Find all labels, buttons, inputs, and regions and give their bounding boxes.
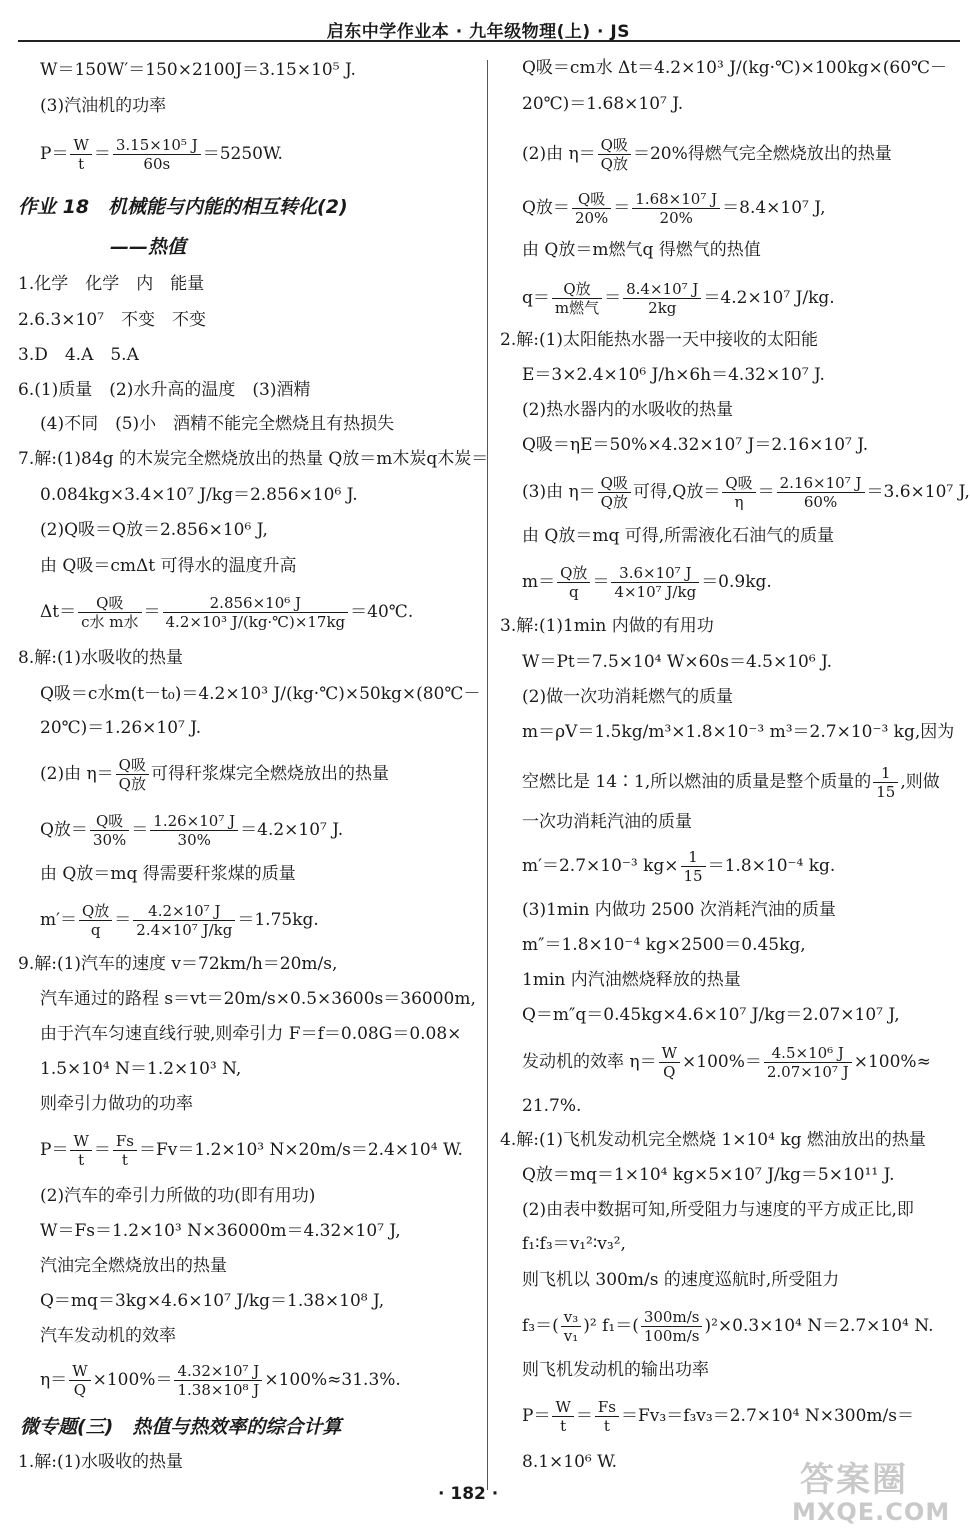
text-line: (2)由表中数据可知,所受阻力与速度的平方成正比,即 — [522, 1200, 914, 1220]
text-line: 一次功消耗汽油的质量 — [522, 812, 692, 832]
fraction: $\frac{\text{1.26×10⁷ J}}{30\%}$ — [150, 812, 238, 849]
answer-line: 2.6.3×10⁷ 不变 不变 — [18, 310, 206, 330]
section-subtitle: ——热值 — [110, 236, 187, 258]
text-line: 汽车通过的路程 s＝vt＝20m/s×0.5×3600s＝36000m, — [40, 989, 476, 1009]
fraction: $\frac{\text{Q吸}}{\text{Q放}}$ — [116, 756, 149, 793]
answer-line: 2.解:(1)太阳能热水器一天中接收的太阳能 — [500, 330, 819, 350]
answer-line: (4)不同 (5)小 酒精不能完全燃烧且有热损失 — [40, 414, 395, 434]
formula-line: 空燃比是 14∶1,所以燃油的质量是整个质量的 $\frac{1}{15}$ ,则做 — [522, 764, 940, 801]
fraction: $\frac{\text{Q放}}{q}$ — [557, 564, 590, 601]
text-line: (2)汽车的牵引力所做的功(即有用功) — [40, 1186, 316, 1206]
page-number: · 182 · — [438, 1484, 499, 1504]
text-line: 由 Q放＝mq 可得,所需液化石油气的质量 — [522, 526, 835, 546]
text-line: Q吸＝c水m(t－t₀)＝4.2×10³ J/(kg·℃)×50kg×(80℃－ — [40, 684, 481, 704]
text-line: Q放＝mq＝1×10⁴ kg×5×10⁷ J/kg＝5×10¹¹ J. — [522, 1165, 895, 1185]
answer-line: 7.解:(1)84g 的木炭完全燃烧放出的热量 Q放＝m木炭q木炭＝ — [18, 449, 489, 469]
text-line: Q吸＝cm水 Δt＝4.2×10³ J/(kg·℃)×100kg×(60℃－ — [522, 58, 948, 78]
formula-line: q＝ $\frac{\text{Q放}}{\text{m燃气}}$ ＝ $\frac{\text{8.4×10⁷ J}}{2kg}$ ＝4.2×10⁷ J/kg. — [522, 280, 835, 317]
watermark-logo — [792, 1452, 952, 1528]
text-line: 21.7%. — [522, 1096, 582, 1116]
fraction: $\frac{\text{2.16×10⁷ J}}{60\%}$ — [777, 474, 865, 511]
watermark-url: MXQE.COM — [792, 1498, 951, 1526]
formula-line: m＝ $\frac{\text{Q放}}{q}$ ＝ $\frac{\text{3.6×10⁷ J}}{\text{4×10⁷ J/kg}}$ ＝0.9kg. — [522, 564, 772, 601]
formula-line: P＝ $\frac{W}{t}$ ＝ $\frac{\text{3.15×10⁵ J}}{60s}$ ＝5250W. — [40, 136, 283, 173]
fraction: $\frac{\text{3.6×10⁷ J}}{\text{4×10⁷ J/kg}}$ — [611, 564, 699, 601]
formula-text: P＝ — [40, 144, 69, 164]
fraction: $\frac{\text{Q吸}}{20\%}$ — [572, 190, 611, 227]
text-line: 20℃)＝1.26×10⁷ J. — [40, 718, 202, 738]
text-line: 由 Q放＝m燃气q 得燃气的热值 — [522, 240, 761, 260]
fraction: $\frac{1}{15}$ — [873, 764, 898, 801]
fraction: $\frac{Fs}{t}$ — [595, 1398, 619, 1435]
text-line: W＝150W′＝150×2100J＝3.15×10⁵ J. — [40, 60, 356, 80]
text-line: 0.084kg×3.4×10⁷ J/kg＝2.856×10⁶ J. — [40, 485, 358, 505]
text-line: 汽油完全燃烧放出的热量 — [40, 1256, 227, 1276]
fraction: $\frac{Fs}{t}$ — [113, 1132, 137, 1169]
formula-line: (3)由 η＝ $\frac{\text{Q吸}}{\text{Q放}}$ 可得,Q放＝ $\frac{\text{Q吸}}{\eta}$ ＝ $\frac{\text{2.16×10⁷ J}}{60\%}$ ＝3.6×10⁷ J, — [522, 474, 970, 511]
text-line: f₁∶f₃＝v₁²∶v₃², — [522, 1234, 626, 1254]
text-line: 8.1×10⁶ W. — [522, 1452, 618, 1472]
fraction: $\frac{\text{v₃}}{\text{v₁}}$ — [561, 1308, 582, 1345]
text-line: W＝Pt＝7.5×10⁴ W×60s＝4.5×10⁶ J. — [522, 652, 832, 672]
answer-line: 3.D 4.A 5.A — [18, 345, 139, 365]
text-line: E＝3×2.4×10⁶ J/h×6h＝4.32×10⁷ J. — [522, 365, 825, 385]
fraction: $\frac{\text{Q放}}{q}$ — [79, 902, 112, 939]
text-line: (3)1min 内做功 2500 次消耗汽油的质量 — [522, 900, 836, 920]
fraction: $\frac{W}{t}$ — [552, 1398, 573, 1435]
text-line: Q＝mq＝3kg×4.6×10⁷ J/kg＝1.38×10⁸ J, — [40, 1291, 385, 1311]
text-line: 由 Q吸＝cmΔt 可得水的温度升高 — [40, 556, 297, 576]
formula-line: (2)由 η＝ $\frac{\text{Q吸}}{\text{Q放}}$ ＝20%得燃气完全燃烧放出的热量 — [522, 136, 892, 173]
formula-line: Q放＝ $\frac{\text{Q吸}}{30\%}$ ＝ $\frac{\text{1.26×10⁷ J}}{30\%}$ ＝4.2×10⁷ J. — [40, 812, 344, 849]
text-line: (2)Q吸＝Q放＝2.856×10⁶ J, — [40, 520, 268, 540]
fraction: $\frac{\text{Q放}}{\text{m燃气}}$ — [552, 280, 602, 317]
watermark-text: 答案圈 — [800, 1460, 908, 1500]
text-line: (2)热水器内的水吸收的热量 — [522, 400, 734, 420]
fraction: $\frac{\text{8.4×10⁷ J}}{2kg}$ — [623, 280, 701, 317]
text-line: 由于汽车匀速直线行驶,则牵引力 F＝f＝0.08G＝0.08× — [40, 1024, 462, 1044]
formula-line: (2)由 η＝ $\frac{\text{Q吸}}{\text{Q放}}$ 可得秆浆煤完全燃烧放出的热量 — [40, 756, 389, 793]
answer-line: 6.(1)质量 (2)水升高的温度 (3)酒精 — [18, 380, 311, 400]
text-line: m″＝1.8×10⁻⁴ kg×2500＝0.45kg, — [522, 935, 806, 955]
text-line: 20℃)＝1.68×10⁷ J. — [522, 94, 684, 114]
fraction: $\frac{W}{t}$ — [70, 1132, 91, 1169]
fraction: $\frac{\text{4.5×10⁶ J}}{\text{2.07×10⁷ J}}$ — [764, 1044, 852, 1081]
fraction: $\frac{W}{t}$ — [70, 136, 91, 173]
text-line: 由 Q放＝mq 得需要秆浆煤的质量 — [40, 864, 296, 884]
answer-line: 4.解:(1)飞机发动机完全燃烧 1×10⁴ kg 燃油放出的热量 — [500, 1130, 926, 1150]
text-line: 1min 内汽油燃烧释放的热量 — [522, 970, 741, 990]
formula-line: Q放＝ $\frac{\text{Q吸}}{20\%}$ ＝ $\frac{\text{1.68×10⁷ J}}{20\%}$ ＝8.4×10⁷ J, — [522, 190, 826, 227]
section-title: 微专题(三) 热值与热效率的综合计算 — [20, 1416, 342, 1438]
text-line: 汽车发动机的效率 — [40, 1326, 176, 1346]
formula-line: η＝ $\frac{W}{Q}$ ×100%＝ $\frac{\text{4.32×10⁷ J}}{\text{1.38×10⁸ J}}$ ×100%≈31.3%. — [40, 1362, 401, 1399]
fraction: $\frac{300m/s}{100m/s}$ — [641, 1308, 703, 1345]
text-line: Q吸＝ηE＝50%×4.32×10⁷ J＝2.16×10⁷ J. — [522, 435, 869, 455]
fraction: $\frac{\text{3.15×10⁵ J}}{60s}$ — [113, 136, 201, 173]
header-title: 启东中学作业本 · 九年级物理(上) · JS — [326, 22, 630, 42]
fraction: $\frac{\text{Q吸}}{\text{Q放}}$ — [598, 474, 631, 511]
fraction: $\frac{W}{Q}$ — [659, 1044, 680, 1081]
text-line: Q＝m″q＝0.45kg×4.6×10⁷ J/kg＝2.07×10⁷ J, — [522, 1005, 900, 1025]
answer-line: 8.解:(1)水吸收的热量 — [18, 648, 184, 668]
text-line: 1.5×10⁴ N＝1.2×10³ N, — [40, 1059, 242, 1079]
answer-line: 9.解:(1)汽车的速度 v＝72km/h＝20m/s, — [18, 954, 338, 974]
formula-line: 发动机的效率 η＝ $\frac{W}{Q}$ ×100%＝ $\frac{\text{4.5×10⁶ J}}{\text{2.07×10⁷ J}}$ ×100%≈ — [522, 1044, 931, 1081]
fraction: $\frac{\text{2.856×10⁶ J}}{\text{4.2×10³ J/(kg·℃)×17kg}}$ — [163, 594, 349, 631]
answer-line: 1.解:(1)水吸收的热量 — [18, 1452, 184, 1472]
formula-line: Δt＝ $\frac{\text{Q吸}}{\text{c水 m水}}$ ＝ $\frac{\text{2.856×10⁶ J}}{\text{4.2×10³ J/(kg·℃)×17kg}}$ ＝40℃. — [40, 594, 414, 631]
fraction: $\frac{\text{4.2×10⁷ J}}{\text{2.4×10⁷ J/kg}}$ — [133, 902, 235, 939]
text-line: 则飞机发动机的输出功率 — [522, 1360, 709, 1380]
formula-line: m′＝2.7×10⁻³ kg× $\frac{1}{15}$ ＝1.8×10⁻⁴ kg. — [522, 848, 836, 885]
fraction: $\frac{\text{4.32×10⁷ J}}{\text{1.38×10⁸ J}}$ — [174, 1362, 262, 1399]
formula-line: P＝ $\frac{W}{t}$ ＝ $\frac{Fs}{t}$ ＝Fv＝1.2×10³ N×20m/s＝2.4×10⁴ W. — [40, 1132, 463, 1169]
text-line: (2)做一次功消耗燃气的质量 — [522, 687, 734, 707]
text-line: 则牵引力做功的功率 — [40, 1094, 193, 1114]
formula-line: m′＝ $\frac{\text{Q放}}{q}$ ＝ $\frac{\text{4.2×10⁷ J}}{\text{2.4×10⁷ J/kg}}$ ＝1.75kg. — [40, 902, 319, 939]
formula-line: P＝ $\frac{W}{t}$ ＝ $\frac{Fs}{t}$ ＝Fv₃＝f₃v₃＝2.7×10⁴ N×300m/s＝ — [522, 1398, 914, 1435]
fraction: $\frac{\text{Q吸}}{\text{c水 m水}}$ — [78, 594, 141, 631]
answer-line: 1.化学 化学 内 能量 — [18, 274, 205, 294]
page-header — [18, 14, 960, 42]
fraction: $\frac{\text{1.68×10⁷ J}}{20\%}$ — [632, 190, 720, 227]
fraction: $\frac{\text{Q吸}}{30\%}$ — [90, 812, 129, 849]
fraction: $\frac{W}{Q}$ — [69, 1362, 90, 1399]
text-line: 则飞机以 300m/s 的速度巡航时,所受阻力 — [522, 1270, 840, 1290]
text-line: m＝ρV＝1.5kg/m³×1.8×10⁻³ m³＝2.7×10⁻³ kg,因为 — [522, 722, 955, 742]
formula-line: f₃＝( $\frac{\text{v₃}}{\text{v₁}}$ )² f₁＝( $\frac{300m/s}{100m/s}$ )²×0.3×10⁴ N＝2.7×10⁴ N. — [522, 1308, 934, 1345]
fraction: $\frac{\text{Q吸}}{\text{Q放}}$ — [598, 136, 631, 173]
section-title: 作业 18 机械能与内能的相互转化(2) — [18, 196, 348, 218]
column-divider — [487, 60, 488, 1490]
answer-line: 3.解:(1)1min 内做的有用功 — [500, 616, 714, 636]
text-line: W＝Fs＝1.2×10³ N×36000m＝4.32×10⁷ J, — [40, 1221, 401, 1241]
fraction: $\frac{\text{Q吸}}{\eta}$ — [722, 474, 755, 511]
fraction: $\frac{1}{15}$ — [681, 848, 706, 885]
text-line: (3)汽油机的功率 — [40, 96, 167, 116]
